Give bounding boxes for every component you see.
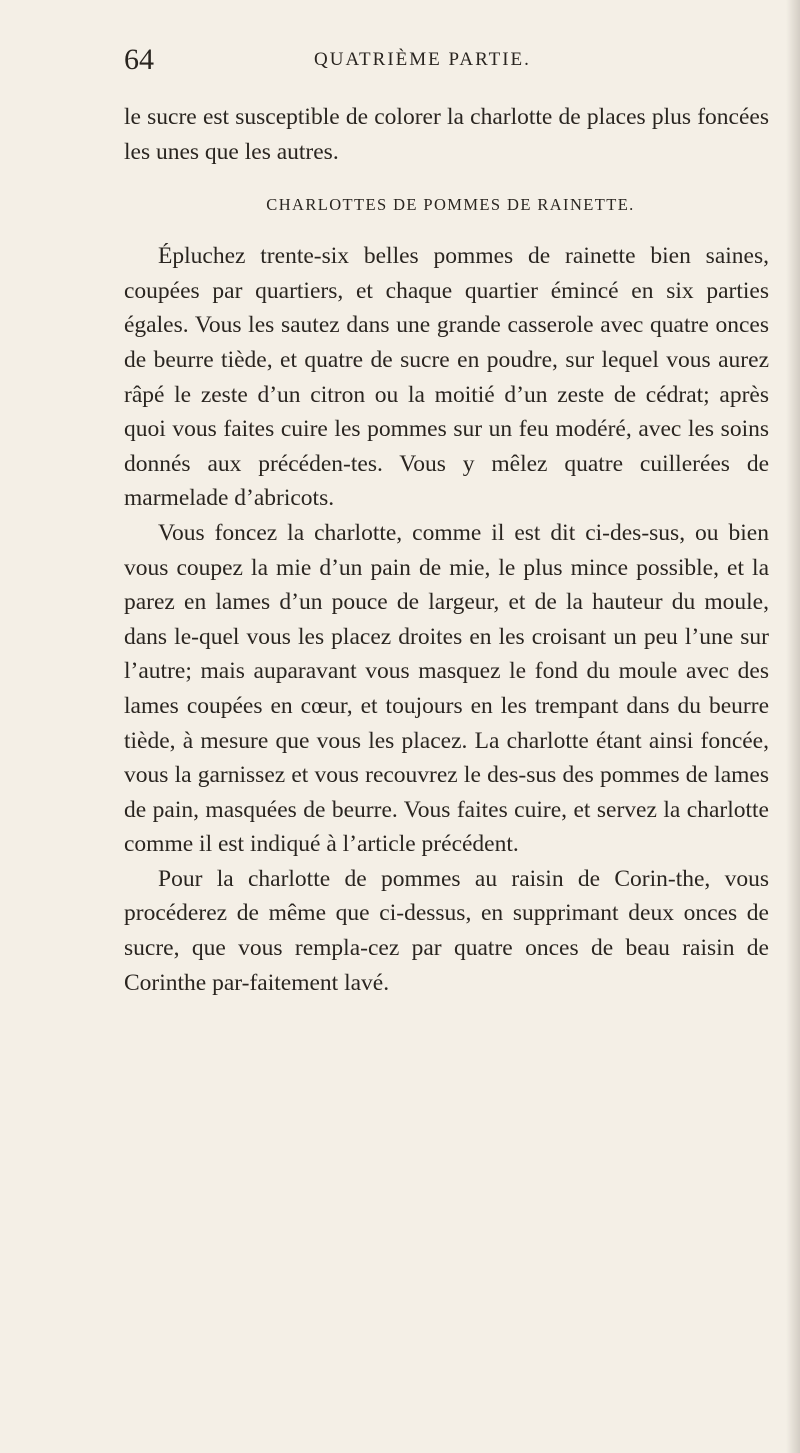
opening-paragraph: le sucre est susceptible de colorer la charlotte de places plus foncées les unes que les autres.: [124, 104, 769, 165]
paragraph-1: Épluchez trente-six belles pommes de rainette bien saines, coupées par quartiers, et chaque quartier émincé en six parties égales. Vous les sautez dans une grande casserole avec quatre onces de beurre tiède, et quatre de sucre en poudre, sur lequel vous aurez râpé le zeste d’un citron ou la moitié d’un zeste de cédrat; après quoi vous faites cuire les pommes sur un feu modéré, avec les soins donnés aux précéden-tes. Vous y mêlez quatre cuillerées de marmelade d’abricots.: [124, 243, 769, 512]
paragraph-3: Pour la charlotte de pommes au raisin de Corin-the, vous procéderez de même que ci-dessus, en supprimant deux onces de sucre, que vous rempla-cez par quatre onces de beau raisin de Corinthe par-faitement lavé.: [124, 865, 769, 996]
page-header: [124, 40, 774, 80]
section-title: CHARLOTTES DE POMMES DE RAINETTE.: [266, 195, 635, 215]
page-edge-shadow: [786, 0, 800, 1453]
page-number: 64: [124, 43, 154, 76]
text-block: [124, 100, 769, 1000]
paragraph-2: Vous foncez la charlotte, comme il est dit ci-des-sus, ou bien vous coupez la mie d’un pain de mie, le plus mince possible, et la parez en lames d’un pouce de largeur, et de la hauteur du moule, dans le-quel vous les placez droites en les croisant un peu l’une sur l’autre; mais auparavant vous masquez le fond du moule avec des lames coupées en cœur, et toujours en les trempant dans du beurre tiède, à mesure que vous les placez. La charlotte étant ainsi foncée, vous la garnissez et vous recouvrez le des-sus des pommes de lames de pain, masquées de beurre. Vous faites cuire, et servez la charlotte comme il est indiqué à l’article précédent.: [124, 519, 769, 858]
running-head: QUATRIÈME PARTIE.: [314, 49, 531, 70]
